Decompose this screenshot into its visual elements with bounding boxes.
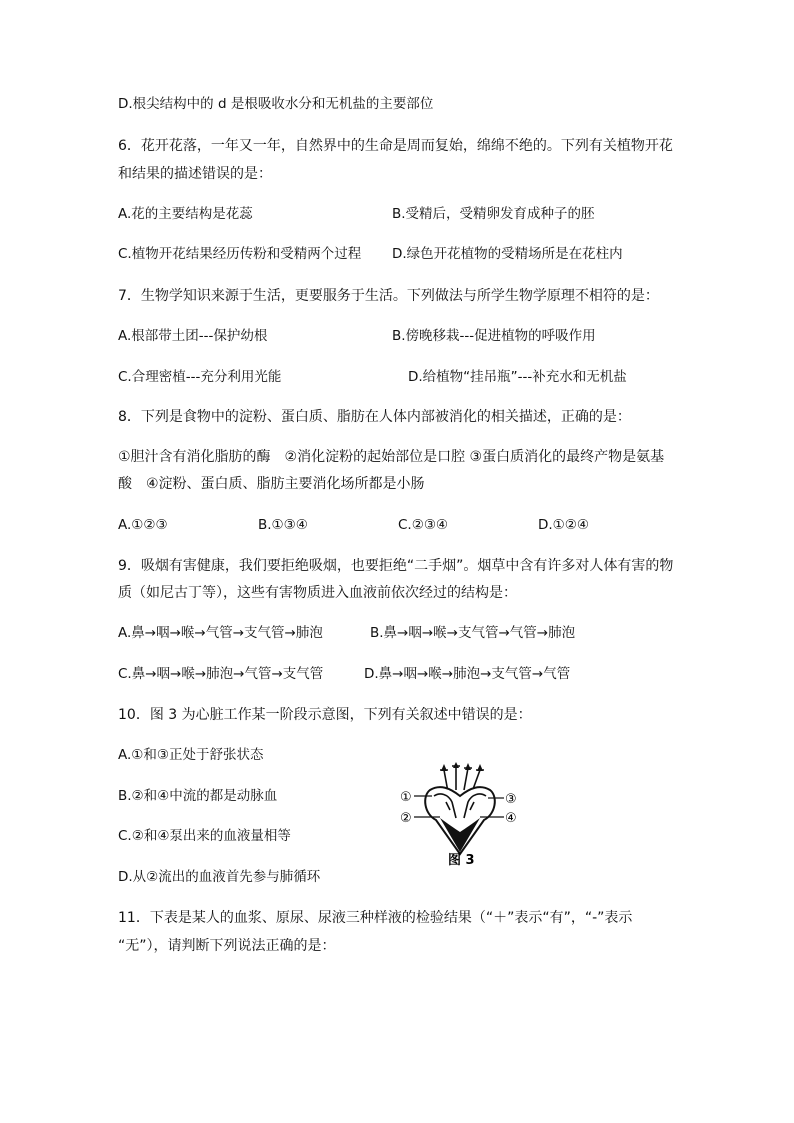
q8-statements-line-2: 酸 ④淀粉、蛋白质、脂肪主要消化场所都是小肠 — [118, 476, 425, 492]
q9-option-d: D.鼻→咽→喉→肺泡→支气管→气管 — [364, 666, 571, 682]
q5-option-d: D.根尖结构中的 d 是根吸收水分和无机盐的主要部位 — [118, 96, 434, 112]
q6-option-b: B.受精后，受精卵发育成种子的胚 — [392, 206, 595, 222]
q10-option-d: D.从②流出的血液首先参与肺循环 — [118, 869, 321, 885]
q9-stem-line-2: 质（如尼古丁等），这些有害物质进入血液前依次经过的结构是： — [118, 585, 517, 601]
q6-option-c: C.植物开花结果经历传粉和受精两个过程 — [118, 246, 362, 262]
figure-label-2: ② — [400, 811, 412, 826]
q7-option-c: C.合理密植---充分利用光能 — [118, 369, 282, 385]
q8-statements-line-1: ①胆汁含有消化脂肪的酶 ②消化淀粉的起始部位是口腔 ③蛋白质消化的最终产物是氨基 — [118, 449, 665, 465]
q8-stem: 8．下列是食物中的淀粉、蛋白质、脂肪在人体内部被消化的相关描述，正确的是： — [118, 409, 631, 425]
q7-option-b: B.傍晚移栽---促进植物的呼吸作用 — [392, 328, 596, 344]
heart-diagram — [400, 762, 530, 872]
q8-option-b: B.①③④ — [258, 517, 308, 533]
q10-option-b: B.②和④中流的都是动脉血 — [118, 788, 278, 804]
figure-caption: 图 3 — [448, 853, 475, 868]
q9-option-a: A.鼻→咽→喉→气管→支气管→肺泡 — [118, 625, 323, 641]
q10-stem: 10．图 3 为心脏工作某一阶段示意图，下列有关叙述中错误的是： — [118, 707, 532, 723]
figure-label-1: ① — [400, 790, 412, 805]
q7-option-a: A.根部带土团---保护幼根 — [118, 328, 268, 344]
q11-stem-line-1: 11．下表是某人的血浆、原尿、尿液三种样液的检验结果（“＋”表示“有”，“-”表示 — [118, 910, 633, 926]
q6-option-d: D.绿色开花植物的受精场所是在花柱内 — [392, 246, 623, 262]
figure-label-3: ③ — [505, 792, 517, 807]
q10-option-a: A.①和③正处于舒张状态 — [118, 747, 264, 763]
q6-option-a: A.花的主要结构是花蕊 — [118, 206, 253, 222]
q9-stem-line-1: 9．吸烟有害健康，我们要拒绝吸烟，也要拒绝“二手烟”。烟草中含有许多对人体有害的物 — [118, 558, 674, 574]
q8-option-d: D.①②④ — [538, 517, 589, 533]
q7-option-d: D.给植物“挂吊瓶”---补充水和无机盐 — [408, 369, 627, 385]
q8-option-c: C.②③④ — [398, 517, 449, 533]
figure-label-4: ④ — [505, 811, 517, 826]
q7-stem: 7．生物学知识来源于生活，更要服务于生活。下列做法与所学生物学原理不相符的是： — [118, 288, 659, 304]
q11-stem-line-2: “无”），请判断下列说法正确的是： — [118, 938, 336, 954]
q10-option-c: C.②和④泵出来的血液量相等 — [118, 828, 291, 844]
q6-stem-line-2: 和结果的描述错误的是： — [118, 166, 272, 182]
q9-option-c: C.鼻→咽→喉→肺泡→气管→支气管 — [118, 666, 324, 682]
q8-option-a: A.①②③ — [118, 517, 168, 533]
q6-stem-line-1: 6．花开花落，一年又一年，自然界中的生命是周而复始，绵绵不绝的。下列有关植物开花 — [118, 138, 673, 154]
q9-option-b: B.鼻→咽→喉→支气管→气管→肺泡 — [370, 625, 576, 641]
